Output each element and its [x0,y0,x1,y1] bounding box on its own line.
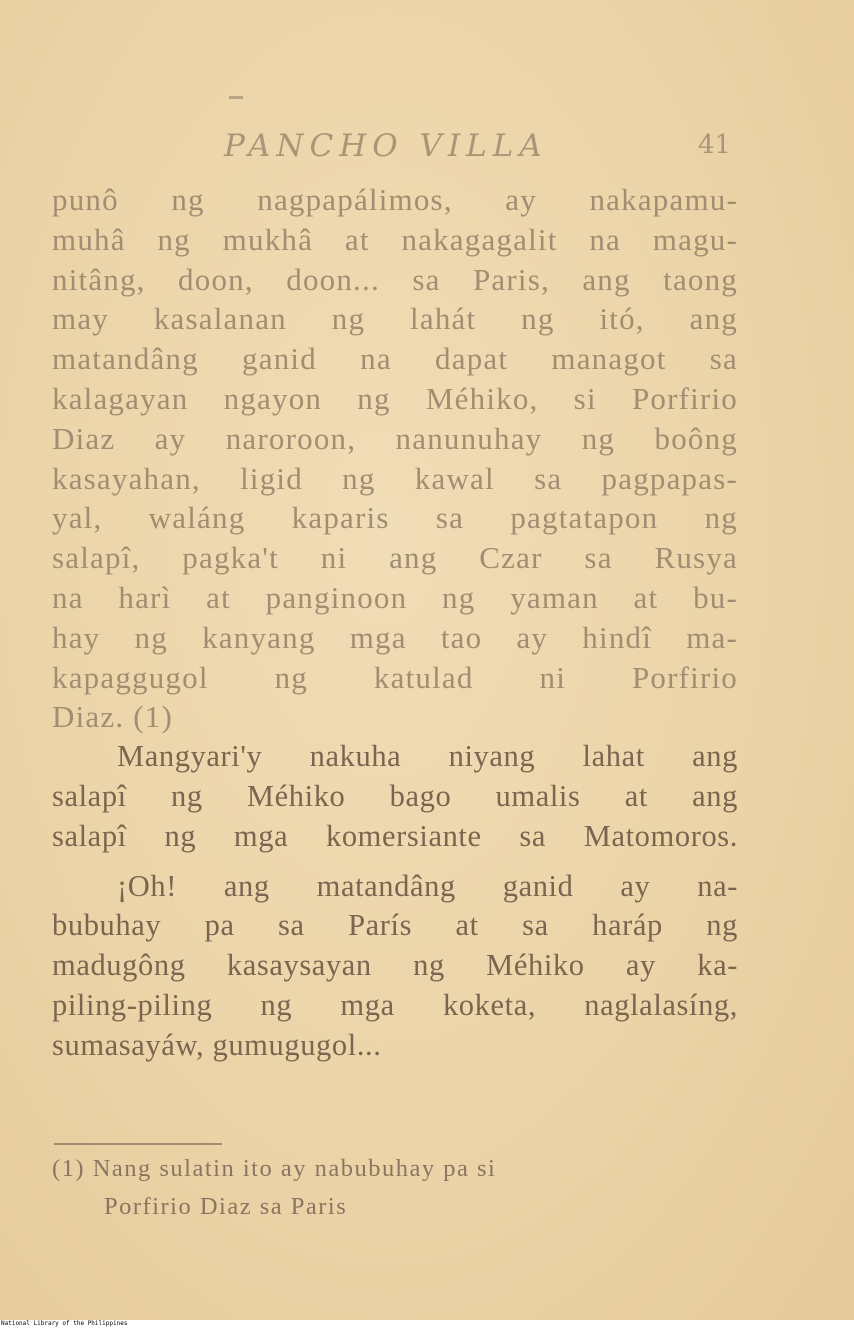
library-attribution: National Library of the Philippines [1,1320,128,1327]
text-line: salapî ng mga komersiante sa Matomoros. [52,818,738,853]
text-line: yal, waláng kaparis sa pagtatapon ng [52,500,738,536]
text-line: Diaz ay naroroon, nanunuhay ng boông [52,420,738,456]
text-line: piling-piling ng mga koketa, naglalasíng, [52,987,738,1022]
page-number: 41 [698,130,732,160]
text-line: nitâng, doon, doon... sa Paris, ang taong [52,261,738,297]
body-text [52,180,738,1066]
paragraph-1 [52,180,738,737]
text-line: ¡Oh! ang matandâng ganid ay na- [117,868,738,903]
paragraph-3 [52,867,738,1066]
text-line: sumasayáw, gumugugol... [52,1027,382,1062]
footnote [52,1150,752,1226]
footnote-line: (1) Nang sulatin ito ay nabubuhay pa si [52,1155,497,1182]
printer-mark [229,96,243,99]
text-line: madugông kasaysayan ng Méhiko ay ka- [52,948,738,983]
text-line: salapî, pagka't ni ang Czar sa Rusya [52,540,738,576]
text-line: may kasalanan ng lahát ng itó, ang [52,301,738,337]
text-line: Diaz. (1) [52,699,173,735]
text-line: kasayahan, ligid ng kawal sa pagpapas- [52,460,738,496]
paragraph-2 [52,737,738,856]
running-header [0,128,854,168]
text-line: bubuhay pa sa París at sa haráp ng [52,908,738,943]
footnote-divider [54,1143,222,1145]
text-line: kalagayan ngayon ng Méhiko, si Porfirio [52,380,738,416]
text-line: punô ng nagpapálimos, ay nakapamu- [52,182,738,217]
text-line: kapaggugol ng katulad ni Porfirio [52,659,738,695]
text-line: hay ng kanyang mga tao ay hindî ma- [52,619,738,655]
text-line: na harì at panginoon ng yaman at bu- [52,579,738,615]
running-title: PANCHO VILLA [224,128,548,164]
text-line: Mangyari'y nakuha niyang lahat ang [117,739,738,774]
text-line: muhâ ng mukhâ at nakagagalit na magu- [52,221,738,257]
footnote-line: Porfirio Diaz sa Paris [104,1193,348,1220]
text-line: salapî ng Méhiko bago umalis at ang [52,778,738,813]
text-line: matandâng ganid na dapat managot sa [52,341,738,377]
